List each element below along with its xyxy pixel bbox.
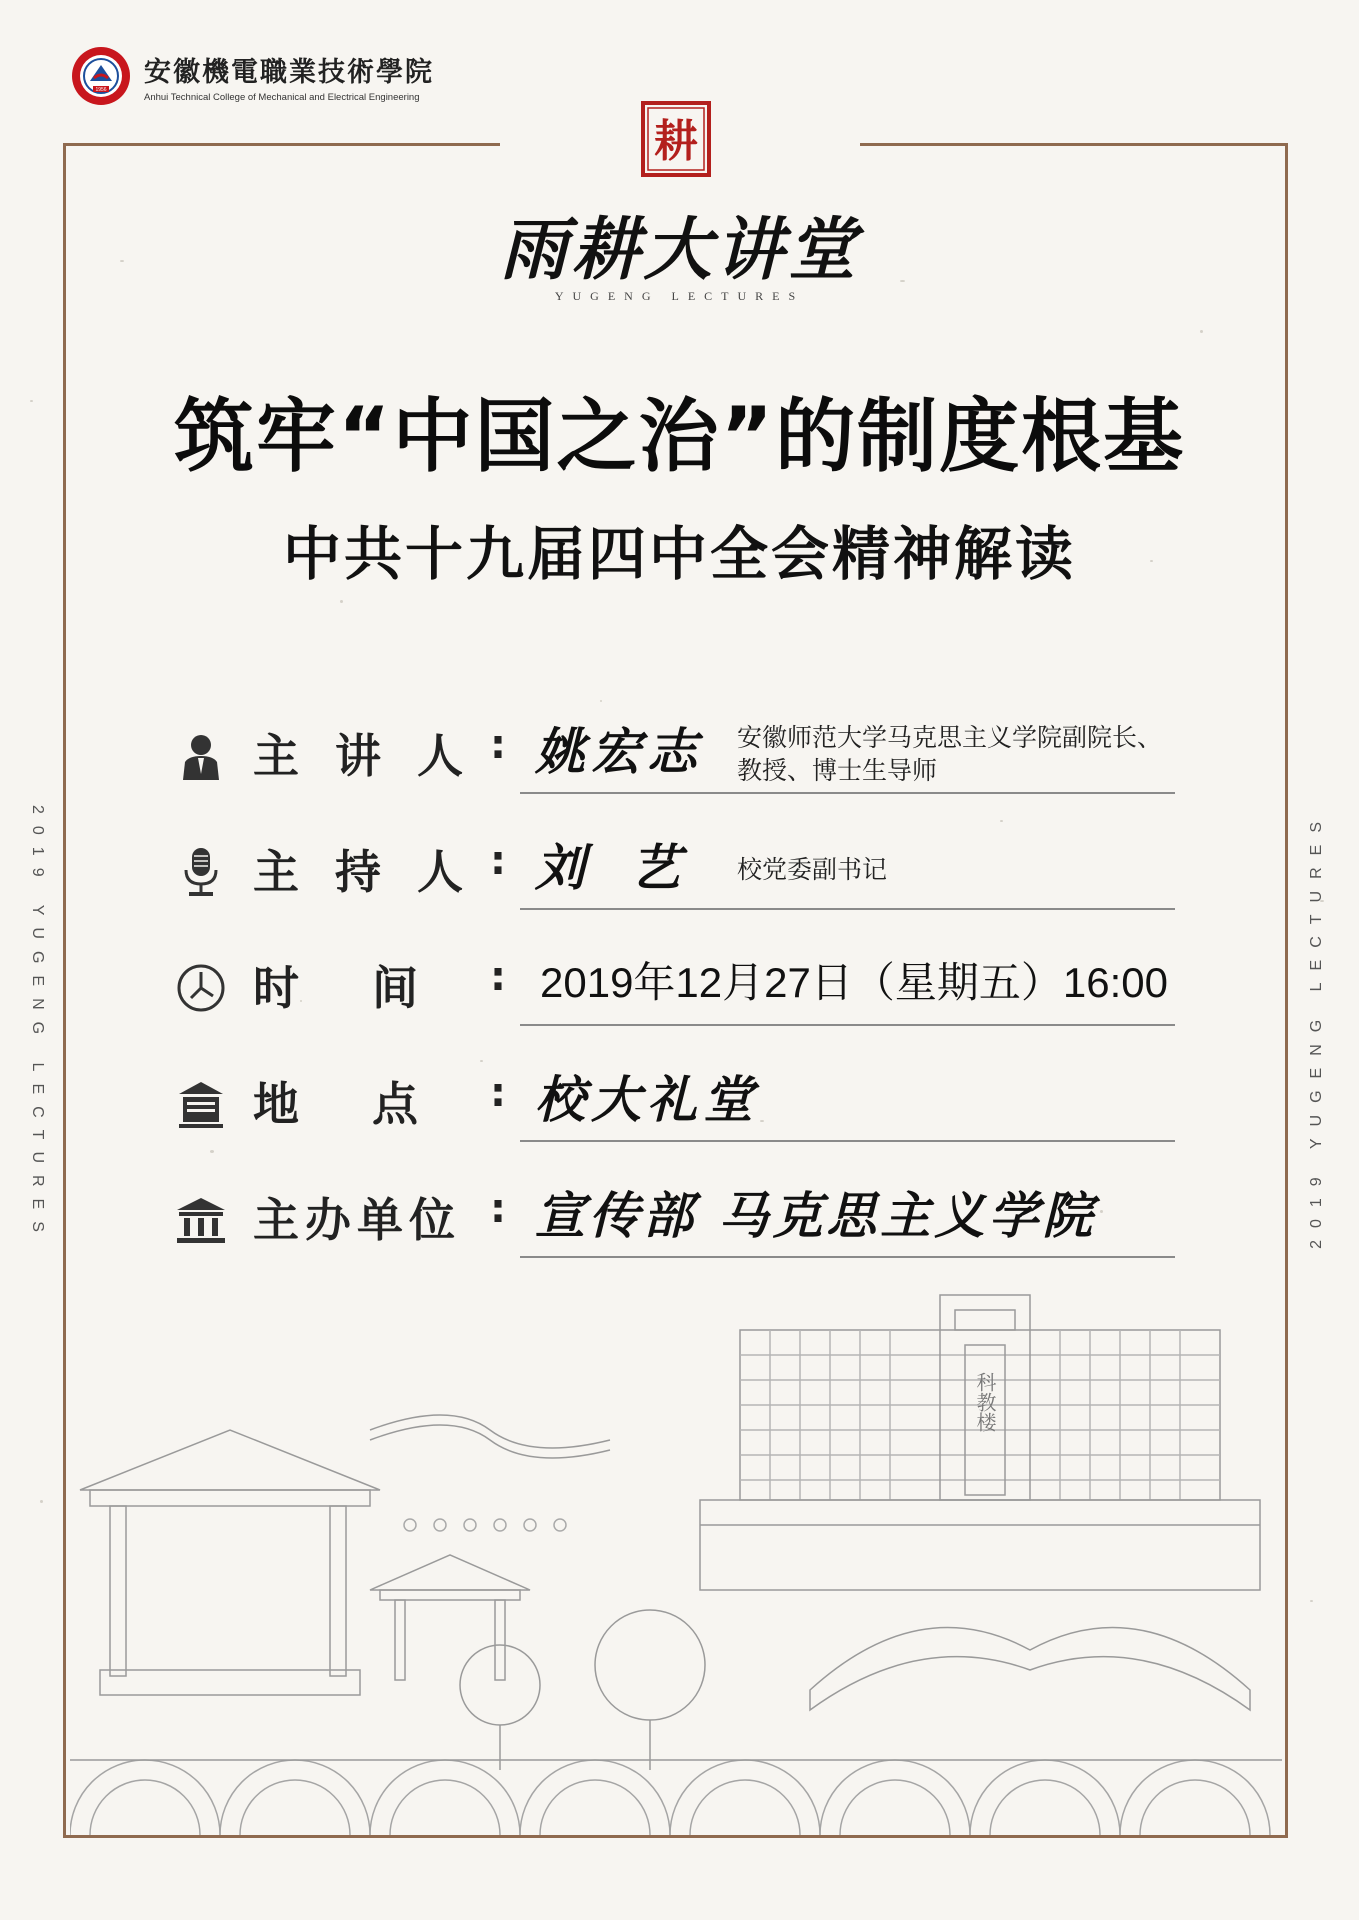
school-emblem-icon — [70, 45, 132, 107]
place-underline — [520, 1140, 1175, 1142]
speaker-name: 姚宏志 — [535, 722, 703, 781]
host-underline — [520, 908, 1175, 910]
poster-subtitle: 中共十九届四中全会精神解读 — [282, 520, 1076, 588]
host-label: 主 持 人 — [253, 845, 463, 899]
organizer-value: 宣传部 马克思主义学院 — [535, 1186, 1097, 1245]
lecture-brand — [0, 196, 1359, 304]
side-text-right: 2019 YUGENG LECTURES — [1308, 810, 1325, 1249]
event-time: 2019年12月27日（星期五）16:00 — [540, 959, 1168, 1006]
microphone-icon — [175, 846, 227, 898]
seal-stamp — [640, 100, 712, 178]
speaker-row — [175, 700, 1185, 800]
side-text-left: 2019 YUGENG LECTURES — [29, 805, 46, 1244]
host-name: 刘 艺 — [535, 838, 695, 897]
event-place: 校大礼堂 — [535, 1070, 759, 1129]
campus-illustration — [70, 1290, 1282, 1835]
time-row — [175, 932, 1185, 1032]
host-colon: : — [490, 838, 506, 884]
speaker-underline — [520, 792, 1175, 794]
organizer-row — [175, 1164, 1185, 1264]
speaker-label: 主 讲 人 — [253, 729, 463, 783]
place-label: 地 点 — [253, 1077, 418, 1131]
host-title: 校党委副书记 — [737, 856, 888, 884]
building-icon — [175, 1078, 227, 1130]
place-colon: : — [490, 1070, 506, 1116]
school-name-cn: 安徽機電職業技術學院 — [144, 56, 434, 88]
institution-icon — [175, 1194, 227, 1246]
poster-title: 筑牢“中国之治”的制度根基 — [173, 390, 1186, 483]
organizer-underline — [520, 1256, 1175, 1258]
host-row — [175, 816, 1185, 916]
seal-char: 耕 — [654, 116, 698, 167]
person-icon — [175, 730, 227, 782]
speaker-colon: : — [490, 722, 506, 768]
organizer-colon: : — [490, 1186, 506, 1232]
clock-icon — [175, 962, 227, 1014]
place-row — [175, 1048, 1185, 1148]
speaker-title: 安徽师范大学马克思主义学院副院长、 教授、博士生导师 — [737, 724, 1163, 785]
school-logo — [70, 45, 434, 107]
time-colon: : — [490, 954, 506, 1000]
time-underline — [520, 1024, 1175, 1026]
brand-name-en: YUGENG LECTURES — [554, 289, 805, 303]
building-sign: 科教楼 — [973, 1372, 997, 1432]
brand-name-cn: 雨耕大讲堂 — [499, 210, 860, 290]
organizer-label: 主办单位 — [253, 1193, 461, 1247]
time-label: 时 间 — [253, 961, 418, 1015]
school-name-en: Anhui Technical College of Mechanical and Electrical Engineering — [144, 91, 420, 103]
emblem-year: 1956 — [95, 87, 107, 93]
